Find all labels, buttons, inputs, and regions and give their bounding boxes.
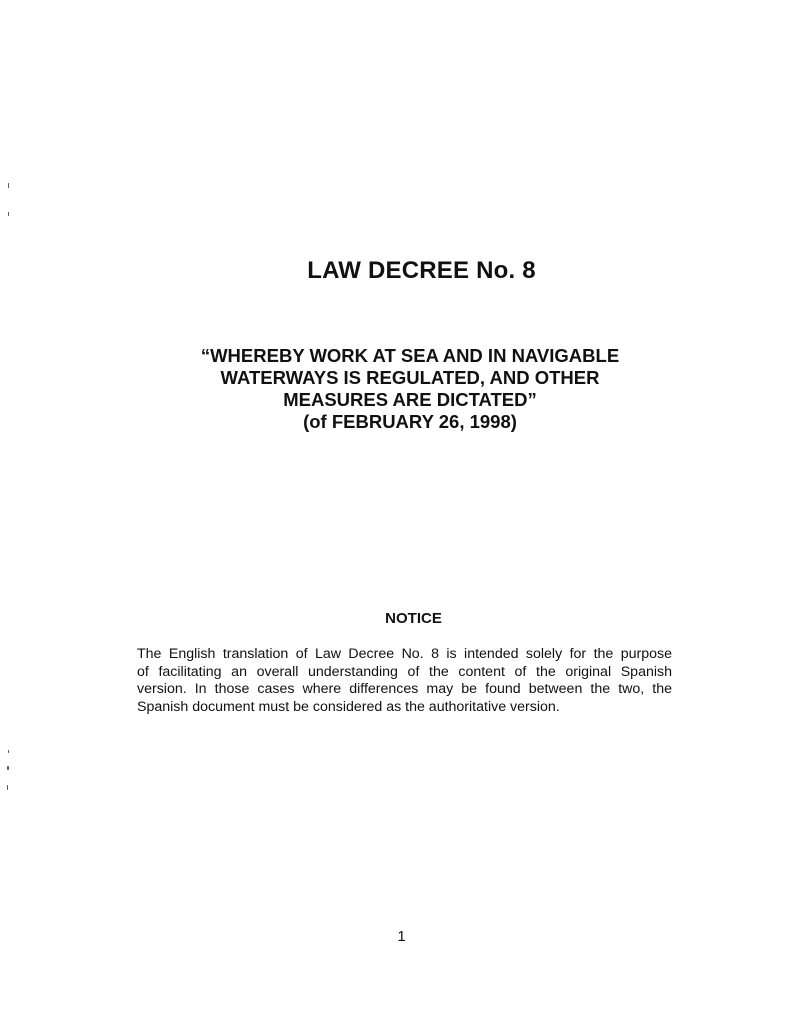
notice-line: Spanish document must be considered as the authoritative version.: [137, 698, 560, 715]
subtitle-line: MEASURES ARE DICTATED”: [283, 389, 537, 410]
scan-artifact: [7, 785, 8, 790]
subtitle-line: “WHEREBY WORK AT SEA AND IN NAVIGABLE: [200, 345, 620, 366]
subtitle-date-line: (of FEBRUARY 26, 1998): [303, 411, 517, 432]
notice-heading: NOTICE: [385, 610, 442, 627]
scan-artifact: [7, 766, 9, 770]
scan-artifact: [8, 750, 9, 753]
notice-line: version. In those cases where differences may be found between the two, the: [137, 681, 672, 697]
scan-artifact: [8, 212, 9, 216]
notice-body: [137, 646, 672, 716]
scan-artifact: [8, 183, 9, 188]
page-number: 1: [397, 928, 406, 945]
document-subtitle: [130, 345, 690, 433]
notice-line: The English translation of Law Decree No. 8 is intended solely for the purpose: [137, 646, 672, 662]
subtitle-line: WATERWAYS IS REGULATED, AND OTHER: [220, 367, 600, 388]
document-title: LAW DECREE No. 8: [307, 257, 536, 284]
notice-line: of facilitating an overall understanding of the content of the original Spanish: [137, 663, 672, 680]
